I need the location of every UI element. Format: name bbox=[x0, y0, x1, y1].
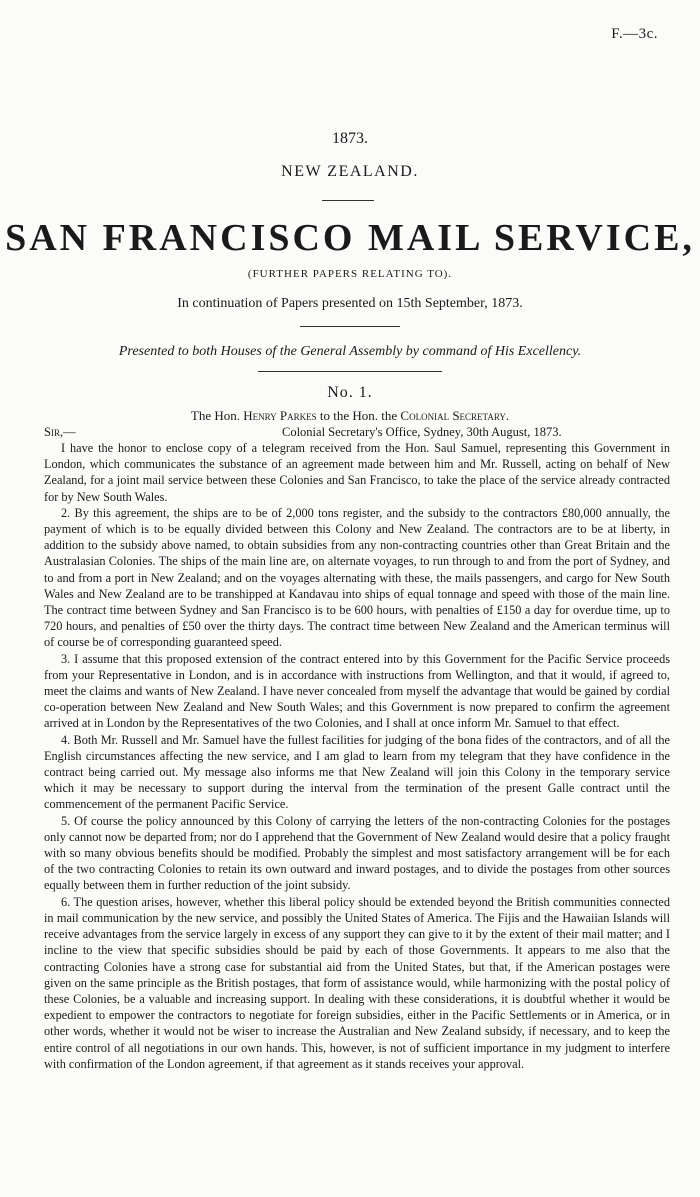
continuation-note: In continuation of Papers presented on 15th September, 1873. bbox=[177, 296, 523, 311]
divider bbox=[322, 200, 374, 201]
paragraph: I have the honor to enclose copy of a telegram received from the Hon. Saul Samuel, representing this Government in London, which communicates the substance of an agreement made between him and Mr. Russell, acting on behalf of New Zealand, for a joint mail service between these Colonies and San Francisco, to take the place of the service already contracted for by New South Wales. bbox=[44, 441, 670, 504]
paragraph: 5. Of course the policy announced by this Colony of carrying the letters of the non-contracting Colonies for the postages only cannot now be departed from; nor do I apprehend that the Government of New Zealand would desire that a policy fraught with so many obvious benefits should be modified. Probably the simplest and most satisfactory arrangement will be for each of the two contracting Colonies to retain its own outward and inward postages, and to divide the postages from other sources equally between them in further reduction of the joint subsidy. bbox=[44, 813, 670, 893]
country-heading: NEW ZEALAND. bbox=[281, 163, 419, 180]
letter-body bbox=[44, 440, 670, 1072]
letter-number: No. 1. bbox=[327, 384, 373, 401]
document-reference: F.—3c. bbox=[611, 26, 658, 42]
document-year: 1873. bbox=[332, 130, 368, 147]
letter-heading bbox=[0, 408, 700, 424]
paragraph: 3. I assume that this proposed extension of the contract entered into by this Government for the Pacific Service proceeds from your Representative in London, and is in accordance with instructions from Wellington, and that it would, if agreed to, meet the claims and wants of New Zealand. I have never concealed from myself the advantage that would be gained by cordial co-operation between New Zealand and New South Wales; and this Government is now prepared to confirm the agreement arrived at in London by the Representatives of the two Colonies, and I shall at once inform Mr. Samuel to that effect. bbox=[44, 651, 670, 731]
recipient-title: Colonial Secretary. bbox=[400, 408, 510, 423]
sender-name: Henry Parkes bbox=[243, 408, 317, 423]
document-title: SAN FRANCISCO MAIL SERVICE, bbox=[5, 217, 695, 259]
divider bbox=[258, 371, 442, 372]
paragraph: 6. The question arises, however, whether this liberal policy should be extended beyond the British communities connected in mail communication by the new service, and possibly the United States of America. The Fijis and the Hawaiian Islands will receive advantages from the service largely in excess of any support they can give to it by the extent of their mail matter; and I incline to the view that specific subsidies should be paid by each of those Governments. It appears to me also that the contracting Colonies have a strong case for substantial aid from the United States, but that, if the American postages were given on the same principle as the British postages, that form of assistance would, while harmonizing with the postal policy of these Colonies, be a valuable and increasing support. In dealing with these considerations, it is doubtful whether it would be expedient to empower the contractors to negotiate for foreign subsidies, either in the Pacific Settlements or in America, or in other words, whether it would not be wiser to increase the Australian and New Zealand subsidy, if necessary, and to keep the entire control of all negotiations in our own hands. This, however, is not of sufficient importance in my judgment to interfere with confirmation of the London agreement, if that agreement as it stands receives your approval. bbox=[44, 894, 670, 1071]
presentation-note: Presented to both Houses of the General Assembly by command of His Excellency. bbox=[118, 344, 582, 359]
heading-middle: to the Hon. the bbox=[319, 408, 398, 423]
document-subtitle: (FURTHER PAPERS RELATING TO). bbox=[247, 268, 453, 280]
divider bbox=[300, 326, 400, 327]
dateline: Colonial Secretary's Office, Sydney, 30th August, 1873. bbox=[282, 425, 562, 439]
paragraph: 4. Both Mr. Russell and Mr. Samuel have the fullest facilities for judging of the bona fides of the contractors, and of all the English circumstances affecting the new service, and I am glad to learn from my telegram that they have confidence in the contract being carried out. My message also informs me that New Zealand will join this Colony in the temporary service which it may be necessary to support during the interval from the termination of the present Galle contract until the commencement of the permanent Pacific Service. bbox=[44, 732, 670, 812]
salutation: Sir,— bbox=[44, 425, 76, 439]
heading-prefix: The Hon. bbox=[190, 408, 240, 423]
paragraph: 2. By this agreement, the ships are to be of 2,000 tons register, and the subsidy to the contractors £80,000 annually, the payment of which is to be equally divided between this Colony and New Zealand. The contractors are to be at liberty, in addition to the subsidy above named, to obtain subsidies from any non-contracting countries other than Great Britain and the Australasian Colonies. The ships of the main line are, on alternate voyages, to run through to and from the port of Sydney, and to and from a port in New Zealand; and on the voyages alternating with these, the mails passengers, and cargo for New South Wales and New Zealand are to be transhipped at Kandavau into ships of equal tonnage and speed with those of the main line. The contract time between Sydney and San Francisco is to be 600 hours, with penalties of £150 a day for overdue time, up to 720 hours, and penalties of £50 over the thirty days. The contract time between New Zealand and the American terminus will of course be of corresponding guaranteed speed. bbox=[44, 505, 670, 650]
